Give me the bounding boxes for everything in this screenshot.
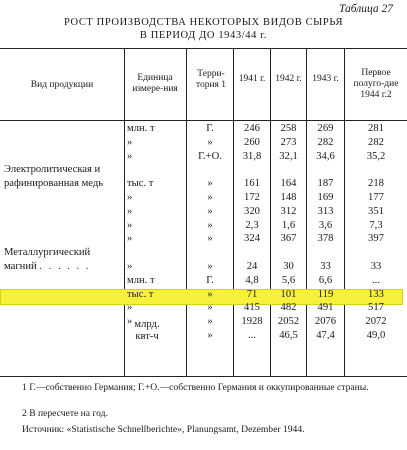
unit-cell: »: [127, 219, 133, 231]
value-1943: 269: [317, 123, 334, 134]
value-1942: 30: [283, 260, 294, 272]
table-title-line1: РОСТ ПРОИЗВОДСТВА НЕКОТОРЫХ ВИДОВ СЫРЬЯ: [63, 17, 344, 28]
table-row: [0, 232, 407, 246]
territory-cell: »: [207, 288, 213, 300]
table-row: [0, 191, 407, 205]
table-row: [0, 136, 407, 150]
unit-cell: млн. т: [127, 274, 155, 286]
value-1942: 2052: [277, 316, 300, 328]
value-1941: 324: [244, 233, 260, 245]
header-1943: 1943 г.: [312, 73, 339, 84]
value-1942: 482: [280, 302, 297, 314]
value-1942: 312: [280, 205, 297, 217]
value-1941: 24: [246, 260, 258, 272]
value-1942: 258: [280, 123, 297, 134]
footnote-annualized: 2 В пересчете на год.: [22, 408, 108, 419]
territory-cell: »: [207, 233, 213, 245]
value-1942: 164: [280, 178, 297, 190]
value-1941: 246: [244, 123, 260, 134]
unit-cell: »: [127, 191, 133, 203]
territory-cell: »: [207, 316, 213, 328]
territory-cell: Г.: [206, 274, 214, 286]
value-1942: 32,1: [279, 150, 298, 162]
unit-cell: тыс. т: [127, 288, 154, 300]
footnote-territory: 1 Г.—собственно Германия; Г.+О.—собственно Германия и оккупированные страны.: [22, 382, 369, 393]
value-1943: 2076: [314, 316, 337, 328]
header-territory: Терри-тория 1: [195, 69, 227, 90]
value-1944-half: 2072: [365, 316, 387, 328]
table-row: [0, 150, 407, 164]
value-1942: 101: [280, 288, 297, 300]
territory-cell: »: [207, 260, 213, 272]
table-top-rule: [0, 48, 407, 49]
table-number: Таблица 27: [338, 3, 393, 15]
table-row: [0, 315, 407, 329]
value-1944-half: 282: [368, 136, 384, 148]
value-1943: 282: [317, 136, 334, 148]
unit-cell: »: [127, 136, 133, 148]
territory-cell: »: [207, 329, 213, 341]
value-1941: 1928: [241, 316, 263, 328]
value-1944-half: 7,3: [369, 219, 383, 231]
value-1941: 161: [244, 178, 260, 190]
value-1944-half: 35,2: [366, 150, 386, 162]
value-1944-half: 33: [370, 260, 382, 272]
header-unit: Единица измере-ния: [132, 73, 178, 94]
value-1942: 1,6: [281, 219, 296, 231]
value-1944-half: ...: [372, 274, 380, 286]
table-title-line2: В ПЕРИОД ДО 1943/44 г.: [139, 30, 268, 41]
value-1944-half: 49,0: [366, 329, 386, 341]
product-name-cont: рафинированная медь: [4, 178, 104, 190]
territory-cell: »: [207, 219, 213, 231]
table-row: [0, 288, 407, 302]
unit-cell: млрд. квт-ч: [134, 318, 160, 342]
value-1941: ...: [248, 329, 256, 341]
value-1941: 2,3: [245, 219, 259, 231]
table-row-highlighted: [0, 274, 407, 288]
value-1942: 5,6: [281, 274, 296, 286]
table-row: [0, 163, 407, 191]
value-1941: 71: [246, 288, 258, 300]
value-1944-half: 281: [368, 123, 384, 134]
header-1941: 1941 г.: [238, 73, 266, 84]
value-1944-half: 133: [368, 288, 384, 300]
unit-cell: »: [127, 233, 133, 245]
product-name-cont: магний: [4, 260, 37, 272]
value-1944-half: 351: [368, 205, 384, 217]
value-1943: 33: [320, 260, 331, 272]
territory-cell: »: [207, 136, 213, 148]
product-name: Металлургический: [4, 247, 91, 259]
header-bottom-rule: [0, 120, 407, 121]
unit-cell: »: [127, 150, 133, 162]
header-product: Вид продукции: [30, 79, 94, 90]
value-1943: 119: [317, 288, 334, 300]
value-1943: 3,6: [318, 219, 333, 231]
unit-cell: »: [127, 302, 133, 314]
unit-cell: »: [127, 316, 133, 328]
value-1943: 378: [317, 233, 334, 245]
header-first-half-1944: Первое полуго-дие 1944 г.2: [353, 67, 399, 100]
source-note: Источник: «Statistische Schnellberichte», Planungsamt, Dezember 1944.: [22, 424, 305, 435]
value-1941: 415: [244, 302, 260, 314]
unit-cell: тыс. т: [127, 178, 154, 190]
value-1944-half: 177: [368, 191, 384, 203]
table-body: [0, 122, 407, 343]
value-1944-half: 397: [368, 233, 384, 245]
value-1943: 187: [317, 178, 334, 190]
territory-cell: »: [207, 302, 213, 314]
value-1942: 148: [280, 191, 297, 203]
value-1941: 31,8: [242, 150, 262, 162]
territory-cell: »: [207, 191, 213, 203]
value-1941: 4,8: [245, 274, 259, 286]
table-row: [0, 205, 407, 219]
product-name: Электролитическая и: [4, 164, 101, 176]
territory-cell: Г.: [206, 123, 214, 134]
table-row: Металлургический магний . . . . . . » » 24 30 33 33: [0, 246, 407, 274]
header-1942: 1942 г.: [275, 73, 302, 84]
value-1943: 34,6: [316, 150, 335, 162]
table-row: [0, 301, 407, 315]
unit-cell: »: [127, 205, 133, 217]
territory-cell: »: [207, 178, 213, 190]
value-1943: 313: [317, 205, 334, 217]
value-1944-half: 517: [368, 302, 384, 314]
value-1941: 260: [244, 136, 260, 148]
unit-cell: »: [127, 260, 133, 272]
table-row: [0, 219, 407, 233]
table-row: [0, 122, 407, 136]
unit-cell: млн. т: [127, 123, 155, 134]
table-bottom-rule: [0, 376, 407, 377]
value-1941: 172: [244, 191, 260, 203]
value-1941: 320: [244, 205, 260, 217]
value-1942: 273: [280, 136, 297, 148]
value-1942: 367: [280, 233, 297, 245]
territory-cell: Г.+О.: [198, 150, 222, 162]
value-1943: 47,4: [316, 329, 335, 341]
value-1943: 6,6: [318, 274, 333, 286]
value-1943: 491: [317, 302, 334, 314]
value-1942: 46,5: [279, 329, 298, 341]
territory-cell: »: [207, 205, 213, 217]
value-1944-half: 218: [368, 178, 384, 190]
value-1943: 169: [317, 191, 334, 203]
